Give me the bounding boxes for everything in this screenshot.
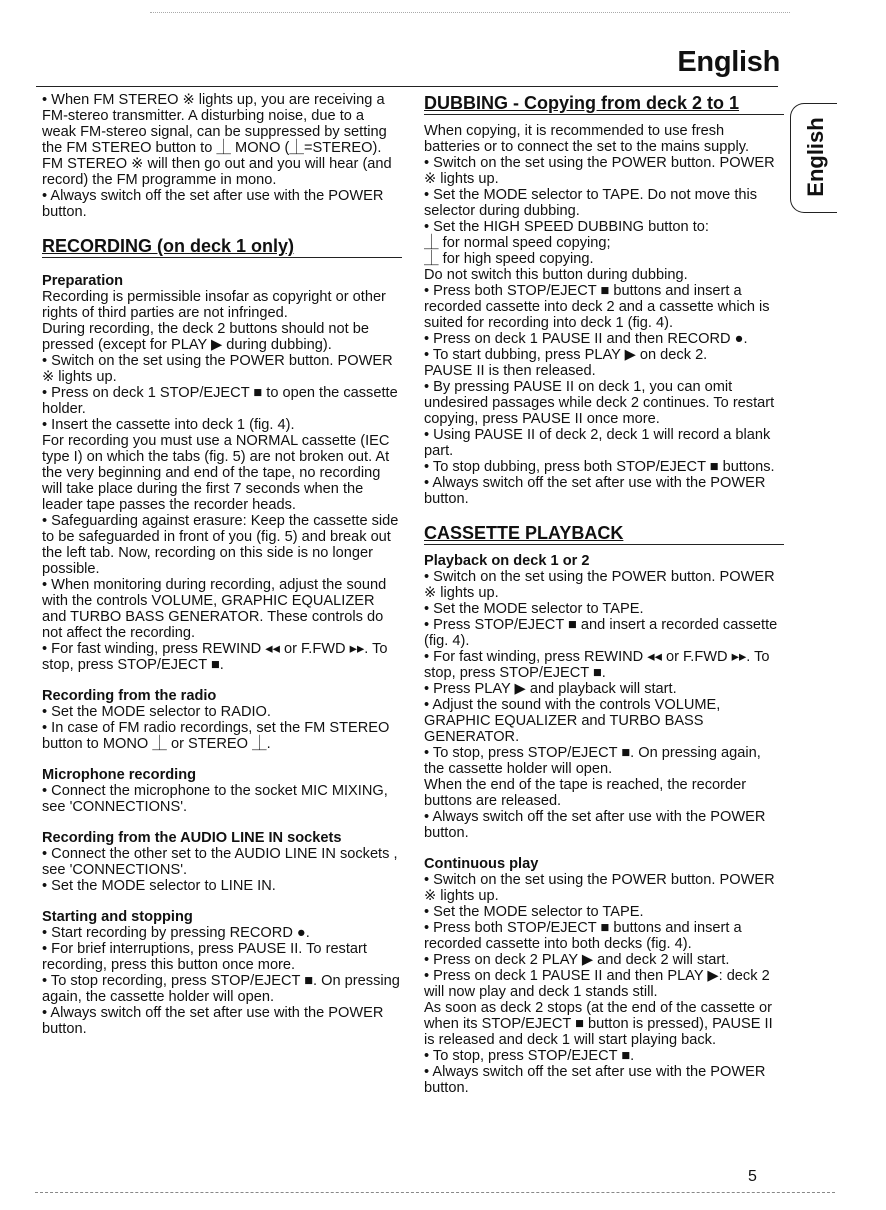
- paragraph: • To stop recording, press STOP/EJECT ■. On pressing again, the cassette holder will open.: [42, 973, 400, 1005]
- paragraph: During recording, the deck 2 buttons should not be pressed (except for PLAY ▶ during dubbing).: [42, 321, 369, 353]
- paragraph: • Press PLAY ▶ and playback will start.: [424, 681, 677, 697]
- paragraph: • To stop, press STOP/EJECT ■. On pressing again, the cassette holder will open.: [424, 745, 761, 777]
- paragraph: • Set the MODE selector to TAPE.: [424, 601, 644, 617]
- paragraph: • Always switch off the set after use with the POWER button.: [424, 809, 766, 841]
- header-rule: [36, 86, 778, 87]
- paragraph: • Adjust the sound with the controls VOLUME, GRAPHIC EQUALIZER and TURBO BASS GENERATOR.: [424, 697, 721, 745]
- paragraph: • Safeguarding against erasure: Keep the cassette side to be safeguarded in front of you (fig. 5) and break out the left tab. Now, recording on this side is no longer possible.: [42, 513, 399, 577]
- paragraph: Recording is permissible insofar as copyright or other rights of third parties are not infringed.: [42, 289, 386, 321]
- paragraph: • Press both STOP/EJECT ■ buttons and insert a recorded cassette into both decks (fig. 4).: [424, 920, 742, 952]
- scan-artifact-top: [150, 12, 790, 13]
- subheading-line-in: Recording from the AUDIO LINE IN sockets: [42, 830, 342, 846]
- paragraph: • When FM STEREO ※ lights up, you are receiving a FM-stereo transmitter. A disturbing noise, due to a weak FM-stereo signal, can be suppressed by setting the FM STEREO button to ⏊ MONO (⏊=STEREO). FM STEREO ※ will then go out and you will hear (and record) the FM programme in mono.: [42, 92, 392, 188]
- paragraph: • Set the MODE selector to TAPE. Do not move this selector during dubbing.: [424, 187, 758, 219]
- paragraph: • Set the MODE selector to TAPE.: [424, 904, 644, 920]
- paragraph: • When monitoring during recording, adjust the sound with the controls VOLUME, GRAPHIC EQUALIZER and TURBO BASS GENERATOR. These controls do not affect the recording.: [42, 577, 387, 641]
- paragraph: • Connect the microphone to the socket MIC MIXING, see 'CONNECTIONS'.: [42, 783, 388, 815]
- paragraph: • To stop dubbing, press both STOP/EJECT ■ buttons.: [424, 459, 775, 475]
- subheading-continuous: Continuous play: [424, 856, 539, 872]
- left-column: [42, 92, 402, 1037]
- paragraph: • Press on deck 1 STOP/EJECT ■ to open the cassette holder.: [42, 385, 398, 417]
- scan-artifact-bottom: [35, 1192, 835, 1193]
- paragraph: • Set the MODE selector to LINE IN.: [42, 878, 276, 894]
- paragraph: When copying, it is recommended to use fresh batteries or to connect the set to the mains supply.: [424, 123, 750, 155]
- paragraph: • Using PAUSE II of deck 2, deck 1 will record a blank part.: [424, 427, 771, 459]
- paragraph: Do not switch this button during dubbing.: [424, 267, 688, 283]
- paragraph: • Switch on the set using the POWER button. POWER ※ lights up.: [42, 353, 393, 385]
- paragraph: • Switch on the set using the POWER button. POWER ※ lights up.: [424, 155, 775, 187]
- paragraph: • For fast winding, press REWIND ◂◂ or F.FWD ▸▸. To stop, press STOP/EJECT ■.: [424, 649, 770, 681]
- paragraph: • To stop, press STOP/EJECT ■.: [424, 1048, 635, 1064]
- subheading-playback-deck: Playback on deck 1 or 2: [424, 553, 590, 569]
- section-heading-playback: CASSETTE PLAYBACK: [424, 522, 784, 545]
- paragraph: • Switch on the set using the POWER button. POWER ※ lights up.: [424, 569, 775, 601]
- paragraph: ⏊ for high speed copying.: [424, 251, 594, 267]
- language-side-tab-label: English: [803, 117, 828, 197]
- paragraph: For recording you must use a NORMAL cassette (IEC type I) on which the tabs (fig. 5) are not broken out. At the very beginning and end of the tape, no recording will take place during the first 7 seconds when the leader tape passes the recorder heads.: [42, 433, 390, 513]
- paragraph: • Press on deck 2 PLAY ▶ and deck 2 will start.: [424, 952, 730, 968]
- paragraph: • Set the MODE selector to RADIO.: [42, 704, 271, 720]
- section-heading-recording: RECORDING (on deck 1 only): [42, 235, 402, 258]
- paragraph: • Press STOP/EJECT ■ and insert a recorded cassette (fig. 4).: [424, 617, 778, 649]
- right-column: [424, 92, 784, 1096]
- paragraph: • For fast winding, press REWIND ◂◂ or F.FWD ▸▸. To stop, press STOP/EJECT ■.: [42, 641, 388, 673]
- paragraph: As soon as deck 2 stops (at the end of the cassette or when its STOP/EJECT ■ button is pressed), PAUSE II is released and deck 1 will start playing back.: [424, 1000, 773, 1048]
- paragraph: • Always switch off the set after use with the POWER button.: [42, 1005, 384, 1037]
- section-heading-dubbing: DUBBING - Copying from deck 2 to 1: [424, 92, 784, 115]
- paragraph: • Always switch off the set after use with the POWER button.: [42, 188, 384, 220]
- subheading-radio: Recording from the radio: [42, 688, 217, 704]
- paragraph: When the end of the tape is reached, the recorder buttons are released.: [424, 777, 747, 809]
- paragraph: • In case of FM radio recordings, set the FM STEREO button to MONO ⏊ or STEREO ⏊.: [42, 720, 390, 752]
- paragraph: • By pressing PAUSE II on deck 1, you can omit undesired passages while deck 2 continues. To restart copying, press PAUSE II once more.: [424, 379, 775, 427]
- paragraph: • Switch on the set using the POWER button. POWER ※ lights up.: [424, 872, 775, 904]
- paragraph: • Start recording by pressing RECORD ●.: [42, 925, 310, 941]
- page-title: English: [677, 46, 780, 78]
- paragraph: • Press on deck 1 PAUSE II and then RECORD ●.: [424, 331, 748, 347]
- subheading-microphone: Microphone recording: [42, 767, 197, 783]
- paragraph: • Connect the other set to the AUDIO LINE IN sockets , see 'CONNECTIONS'.: [42, 846, 398, 878]
- paragraph: • Press on deck 1 PAUSE II and then PLAY ▶: deck 2 will now play and deck 1 stands still.: [424, 968, 770, 1000]
- paragraph: • Always switch off the set after use with the POWER button.: [424, 1064, 766, 1096]
- paragraph: PAUSE II is then released.: [424, 363, 596, 379]
- page-number: 5: [748, 1168, 757, 1185]
- paragraph: • Set the HIGH SPEED DUBBING button to:: [424, 219, 709, 235]
- paragraph: • Press both STOP/EJECT ■ buttons and insert a recorded cassette into deck 2 and a cassette which is suited for recording into deck 1 (fig. 4).: [424, 283, 770, 331]
- paragraph: • To start dubbing, press PLAY ▶ on deck 2.: [424, 347, 708, 363]
- paragraph: ⏊ for normal speed copying;: [424, 235, 611, 251]
- subheading-preparation: Preparation: [42, 273, 124, 289]
- paragraph: • Always switch off the set after use with the POWER button.: [424, 475, 766, 507]
- paragraph: • Insert the cassette into deck 1 (fig. 4).: [42, 417, 295, 433]
- paragraph: • For brief interruptions, press PAUSE II. To restart recording, press this button once more.: [42, 941, 367, 973]
- subheading-start-stop: Starting and stopping: [42, 909, 193, 925]
